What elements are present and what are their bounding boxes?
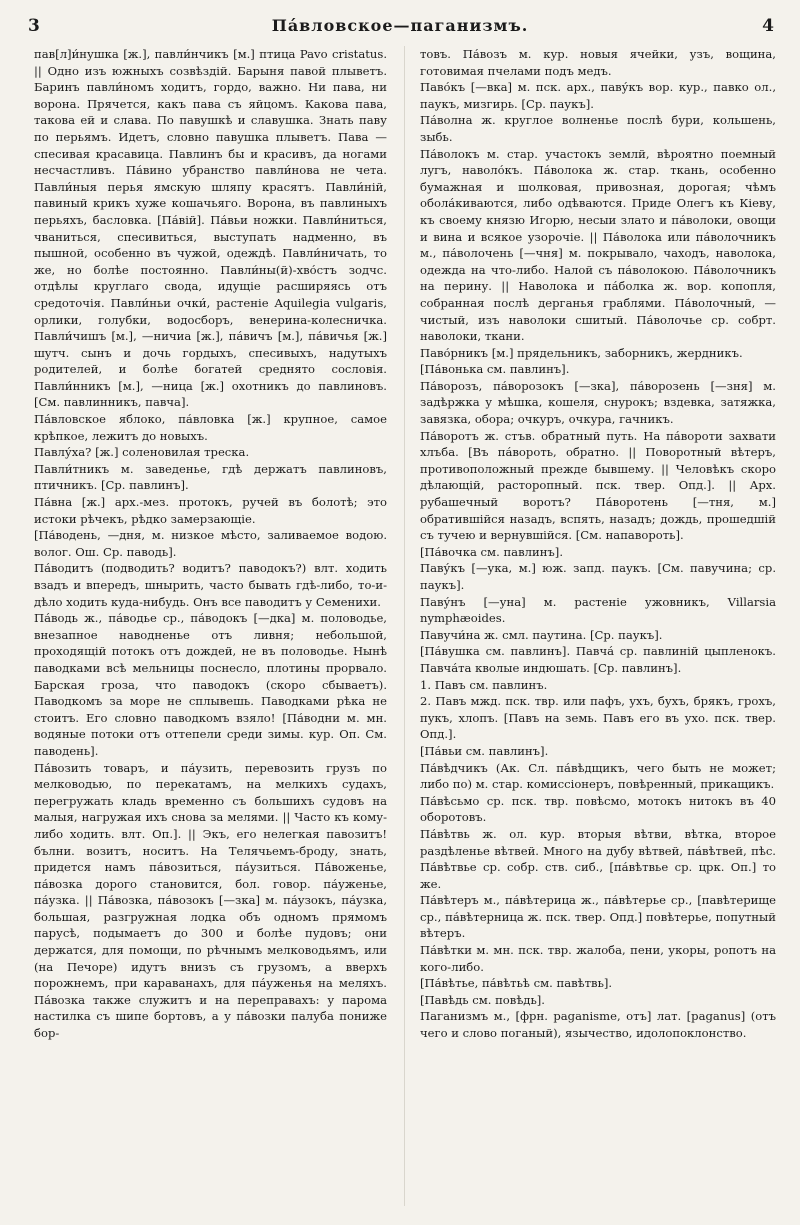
dictionary-entry: [Па́вушка см. павлинъ]. Павча́ ср. павлиній цыпленокъ. Павча́та кволые индюшать. [Ср. павлинъ]. [420, 644, 776, 675]
left-column [34, 46, 387, 1042]
page-header [0, 14, 800, 40]
dictionary-entry: Па́вѣтвь ж. ол. кур. вторыя вѣтви, вѣтка, второе раздѣленье вѣтвей. Много на дубу вѣтвей, па́вѣтвей, пѣс. Па́вѣтвье ср. собр. ств. сиб., [па́вѣтвье ср. црк. Оп.] то же. [420, 826, 776, 891]
right-page-number: 4 [762, 16, 774, 36]
dictionary-entry: товъ. Па́возъ м. кур. новыя ячейки, узъ, вощина, готовимая пчелами подъ медъ. [420, 47, 776, 78]
dictionary-entry: Па́вловское яблоко, па́вловка [ж.] крупное, самое крѣпкое, лежитъ до новыхъ. [34, 412, 387, 443]
dictionary-entry: пав[л]и́нушка [ж.], павли́нчикъ [м.] птица Pavo cristatus. || Одно изъ южныхъ созвѣздій. Барыня павой плыветъ. Баринъ павли́номъ ходитъ, гордо, важно. Ни пава, ни ворона. Прячется, какъ пава съ яйцомъ. Какова пава, такова ей и слава. По павушкѣ и славушка. Знать паву по перьямъ. Идетъ, словно павушка плыветъ. Пава — спесивая красавица. Павлинъ бы и красивъ, да ногами несчастливъ. Па́вино убранство павли́нова не чета. Павли́ныя перья ямскую шляпу красятъ. Павли́ній, павиный крикъ хуже кошачьяго. Ворона, въ павлиныхъ перьяхъ, басловка. [Па́вій]. Па́вьи ножки. Павли́ниться, чваниться, спесивиться, выступать надменно, въ пышной, особенно въ чужой, одеждѣ. Павли́ничать, то же, но болѣе постоянно. Павли́ны(й)-хво́стъ зодчс. отдѣлы круглаго свода, идущіе расширяясь отъ средоточія. Павли́ньи очки́, растеніе Aquilegia vulgaris, орлики, голубки, водосборъ, венерина-колесничка. Павли́чишъ [м.], —ничиа [ж.], па́вичъ [м.], па́вичья [ж.] шутч. сынъ и дочь гордыхъ, спесивыхъ, надутыхъ родителей, и болѣе богатей среднято сословія. Павли́нникъ [м.], —ница [ж.] охотникъ до павлиновъ. [См. павлинникъ, павча]. [34, 47, 387, 410]
dictionary-entry: Паво́рникъ [м.] прядельникъ, заборникъ, жердникъ. [420, 345, 743, 360]
dictionary-entry: Па́вѣтки м. мн. пск. твр. жалоба, пени, укоры, ропотъ на кого-либо. [420, 943, 776, 974]
dictionary-entry: Па́воротъ ж. стъв. обратный путь. На па́вороти захвати хлъба. [Въ па́вороть, обратно. || Поворотный вѣтеръ, противоположный прежде бывшему. || Человѣкъ скоро дѣлающій, расторопный. пск. твер. Опд.]. || Арх. рубашечный воротъ? Па́воротень [—тня, м.] обратившійся назадъ, вспять, назадъ; дождь, прошедшій съ тучею и вернувшійся. [См. напавороть]. [420, 428, 776, 543]
dictionary-entry: Паво́къ [—вка] м. пск. арх., паву́къ вор. кур., павко ол., паукъ, мизгирь. [Ср. паукъ]. [420, 80, 776, 111]
dictionary-entry: Павлу́ха? [ж.] соленовилая треска. [34, 445, 250, 460]
column-divider [404, 46, 405, 1206]
right-column [420, 46, 776, 1042]
running-title: Па́вловское—паганизмъ. [271, 16, 529, 35]
dictionary-entry: Па́вѣсьмо ср. пск. твр. повѣсмо, мотокъ нитокъ въ 40 оборотовъ. [420, 793, 776, 825]
dictionary-entry: [Па́вонька см. павлинъ]. [420, 362, 570, 377]
dictionary-entry: Па́вѣдчикъ (Ак. Сл. па́вѣдщикъ, чего быть не может; либо по) м. стар. комиссіонеръ, повѣренный, прикащикъ. [420, 760, 776, 792]
dictionary-entry: Па́волна ж. круглое волненье послѣ бури, кольшень, зыбь. [420, 113, 776, 144]
dictionary-entry: 2. Павъ мжд. пск. твр. или пафъ, ухъ, бухъ, брякъ, грохъ, пукъ, хлопъ. [Павъ на земь. Павъ его въ ухо. пск. твер. Опд.]. [420, 694, 776, 742]
dictionary-entry: [Па́вѣтье, па́вѣтьѣ см. павѣтвь]. [420, 976, 613, 991]
dictionary-entry: Павли́тникъ м. заведенье, гдѣ держатъ павлиновъ, птичникъ. [Ср. павлинъ]. [34, 461, 387, 493]
dictionary-entry: [Па́вочка см. павлинъ]. [420, 544, 564, 559]
dictionary-entry: 1. Павъ см. павлинъ. [420, 677, 548, 692]
dictionary-entry: Па́водь ж., па́водье ср., па́водокъ [—дка] м. половодье, внезапное наводненье отъ ливня; небольшой, проходящій потокъ отъ дождей, не въ половодье. Нынѣ паводками всѣ мельницы поснесло, плотины прорвало. Барская гроза, что паводокъ (скоро сбываетъ). Паводкомъ за море не сплывешь. Паводками рѣка не стоитъ. Его словно паводкомъ взяло! [Па́водни м. мн. водяные потоки отъ оттепели среди зимы. кур. Оп. См. паводень]. [34, 611, 387, 758]
dictionary-entry: Паву́нъ [—уна] м. растеніе ужовникъ, Villarsia nymphæoides. [420, 594, 776, 626]
dictionary-entry: Па́возить товаръ, и па́узить, перевозить грузъ по мелководью, по перекатамъ, на мелкихъ судахъ, перегружать кладь временно съ большихъ судовъ на малыя, нагружая ихъ снова за мелями. || Часто къ кому-либо ходить. влт. Оп.]. || Экъ, его нелегкая павозитъ! бълни. возитъ, носитъ. На Телячьемъ-броду, знать, придется намъ па́возиться, па́узиться. Па́воженье, па́возка дорого становится, бол. говор. па́уженье, па́узка. || Па́возка, па́возокъ [—зка] м. па́узокъ, па́узка, большая, разгружная лодка объ одномъ прямомъ парусѣ, подымаетъ до 300 и болѣе пудовъ; они держатся, для помощи, по рѣчнымъ мелководьямъ, или (на Печоре) идутъ внизъ съ грузомъ, а вверхъ порожнемъ, при караванахъ, для па́уженья на меляхъ. Па́возка также служитъ и на переправахъ: у парома настилка съ шипе бортовъ, а у па́возки палуба пониже бор- [34, 760, 387, 1041]
dictionary-entry: Па́вѣтеръ м., па́вѣтерица ж., па́вѣтерье ср., [павѣтерище ср., па́вѣтерница ж. пск. твер. Опд.] повѣтерье, попутный вѣтеръ. [420, 893, 776, 941]
dictionary-entry: [Павѣдь см. повѣдь]. [420, 992, 545, 1007]
left-page-number: 3 [28, 16, 40, 36]
dictionary-entry: Паганизмъ м., [фрн. paganisme, отъ] лат. [paganus] (отъ чего и слово поганый), язычество, идолопоклонство. [420, 1009, 776, 1041]
dictionary-entry: Паву́къ [—ука, м.] юж. запд. паукъ. [См. павучина; ср. паукъ]. [420, 561, 776, 592]
dictionary-entry: [Па́водень, —дня, м. низкое мѣсто, заливаемое водою. волог. Ош. Ср. паводь]. [34, 528, 387, 559]
dictionary-entry: Павучи́на ж. смл. паутина. [Ср. паукъ]. [420, 627, 663, 642]
dictionary-entry: Па́волокъ м. стар. участокъ землй, вѣроятно поемный лугъ, наволо́къ. Па́волока ж. стар. ткань, особенно бумажная и шолковая, привозная, дорогая; чѣмъ обола́киваются, либо одѣваются. Приде Олегъ къ Кіеву, къ своему князю Игорю, несыи злато и па́волоки, овощи и вина и всякое узорочіе. || Па́волока или па́волочникъ м., па́волочень [—чня] м. покрывало, чаходъ, наволока, одежда на что-либо. Налой съ па́волокою. Па́волочникъ на перину. || Наволока и па́болка ж. вор. копопля, собранная послѣ дерганья граблями. Па́волочный, —чистый, изъ наволоки сшитый. Па́волочье ср. собрт. наволоки, ткани. [420, 146, 776, 344]
dictionary-entry: Па́вна [ж.] арх.-мез. протокъ, ручей въ болотѣ; это истоки рѣчекъ, рѣдко замерзающіе. [34, 495, 387, 526]
dictionary-entry: Па́водитъ (подводить? водитъ? паводокъ?) влт. ходить взадъ и впередъ, шнырить, часто бывать гдѣ-либо, то-и-дѣло ходить куда-нибудь. Онъ все паводитъ у Семенихи. [34, 561, 387, 609]
dictionary-entry: Па́ворозъ, па́ворозокъ [—зка], па́ворозень [—зня] м. задѣржка у мѣшка, кошеля, снурокъ; вздевка, затяжка, завязка, обора; очкуръ, очкура, гачникъ. [420, 378, 776, 427]
dictionary-entry: [Па́вьи см. павлинъ]. [420, 743, 549, 758]
